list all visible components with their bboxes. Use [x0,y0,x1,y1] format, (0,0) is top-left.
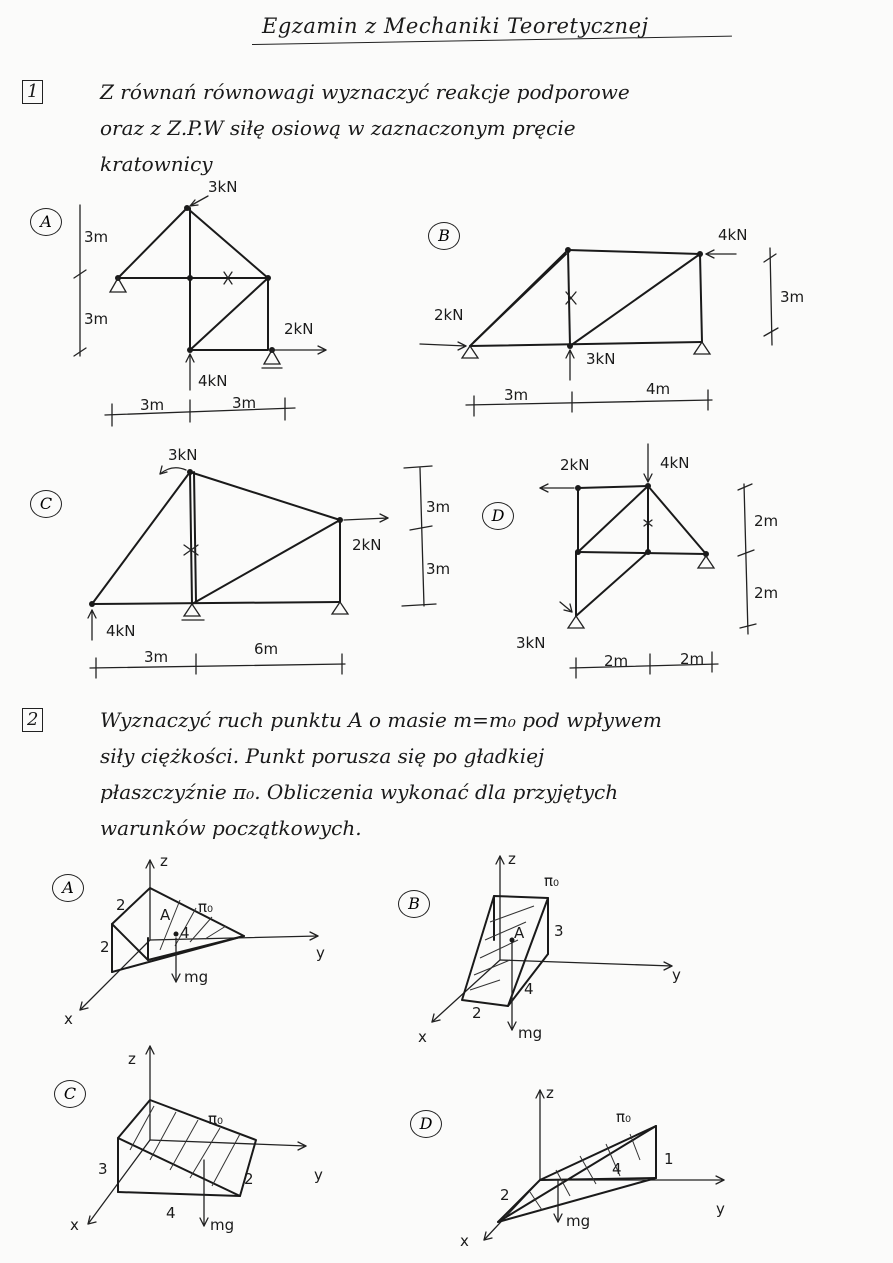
task2-number: 2 [22,708,43,732]
plane-a-dim-3: 4 [180,924,190,942]
truss-c-dim-3: 3m [144,648,169,666]
truss-d [540,444,756,678]
plane-c-weight-label: mg [210,1216,235,1234]
plane-a-axis-x: x [64,1010,73,1028]
truss-b-label: B [428,222,460,250]
plane-c-dim-3: 2 [244,1170,254,1188]
task1-text-line-2: oraz z Z.P.W siłę osiową w zaznaczonym pręcie [100,116,576,140]
plane-a-axis-y: y [316,944,325,962]
truss-d-dim-4: 2m [680,650,705,668]
plane-b-weight-label: mg [518,1024,543,1042]
plane-a-plane-label: π₀ [198,898,214,916]
task1-text-line-1: Z równań równowagi wyznaczyć reakcje podporowe [100,80,630,104]
task2-text-line-4: warunków początkowych. [100,816,362,840]
truss-b-dim-3: 4m [646,380,671,398]
truss-a-force-2: 2kN [284,320,314,338]
truss-d-force-2: 4kN [660,454,690,472]
plane-b-axis-x: x [418,1028,427,1046]
truss-d-force-3: 3kN [516,634,546,652]
plane-c-dim-2: 4 [166,1204,176,1222]
plane-d-dim-3: 1 [664,1150,674,1168]
page-title: Egzamin z Mechaniki Teoretycznej [262,14,649,38]
plane-a-point-label: A [160,906,171,924]
plane-c-axis-x: x [70,1216,79,1234]
truss-c-force-1: 3kN [168,446,198,464]
plane-d-plane-label: π₀ [616,1108,632,1126]
truss-c-force-3: 4kN [106,622,136,640]
plane-b-axis-y: y [672,966,681,984]
plane-b-label: B [398,890,430,918]
plane-b-dim-2: 4 [524,980,534,998]
plane-a-weight-label: mg [184,968,209,986]
truss-c-dim-1: 3m [426,498,451,516]
plane-c-axis-z: z [128,1050,136,1068]
truss-d-dim-3: 2m [604,652,629,670]
truss-a [74,196,326,426]
truss-b-dim-1: 3m [780,288,805,306]
plane-c-label: C [54,1080,86,1108]
task2-text-line-1: Wyznaczyć ruch punktu A o masie m=m₀ pod wpływem [100,708,662,732]
truss-a-dim-2: 3m [84,310,109,328]
plane-d-label: D [410,1110,442,1138]
plane-b-plane-label: π₀ [544,872,560,890]
plane-d-axis-x: x [460,1232,469,1250]
truss-d-label: D [482,502,514,530]
truss-d-force-1: 2kN [560,456,590,474]
plane-figure-c [88,1046,306,1226]
plane-a-axis-z: z [160,852,168,870]
task1-number: 1 [22,80,43,104]
truss-b-force-3: 3kN [586,350,616,368]
truss-a-dim-3: 3m [140,396,165,414]
truss-a-label: A [30,208,62,236]
plane-d-axis-y: y [716,1200,725,1218]
truss-c-dim-4: 6m [254,640,279,658]
plane-a-label: A [52,874,84,902]
task2-text-line-3: płaszczyźnie π₀. Obliczenia wykonać dla przyjętych [100,780,619,804]
plane-b-axis-z: z [508,850,516,868]
plane-d-dim-1: 2 [500,1186,510,1204]
plane-b-dim-3: 2 [472,1004,482,1022]
truss-b [420,247,778,416]
truss-d-dim-2: 2m [754,584,779,602]
truss-a-dim-4: 3m [232,394,257,412]
plane-figure-d [484,1090,724,1240]
plane-d-weight-label: mg [566,1212,591,1230]
plane-b-point-label: A [514,924,525,942]
plane-b-dim-1: 3 [554,922,564,940]
plane-a-dim-2: 2 [100,938,110,956]
truss-a-force-1: 3kN [208,178,238,196]
truss-b-force-1: 4kN [718,226,748,244]
task2-text-line-2: siły ciężkości. Punkt porusza się po gładkiej [100,744,545,768]
plane-a-dim-1: 2 [116,896,126,914]
plane-d-axis-z: z [546,1084,554,1102]
plane-c-axis-y: y [314,1166,323,1184]
truss-c-force-2: 2kN [352,536,382,554]
truss-b-dim-2: 3m [504,386,529,404]
plane-d-dim-2: 4 [612,1160,622,1178]
truss-a-force-3: 4kN [198,372,228,390]
truss-d-dim-1: 2m [754,512,779,530]
truss-b-force-2: 2kN [434,306,464,324]
plane-figure-a [80,860,318,1010]
truss-c-label: C [30,490,62,518]
truss-c-dim-2: 3m [426,560,451,578]
task1-text-line-3: kratownicy [100,152,213,176]
plane-c-plane-label: π₀ [208,1110,224,1128]
plane-c-dim-1: 3 [98,1160,108,1178]
truss-a-dim-1: 3m [84,228,109,246]
